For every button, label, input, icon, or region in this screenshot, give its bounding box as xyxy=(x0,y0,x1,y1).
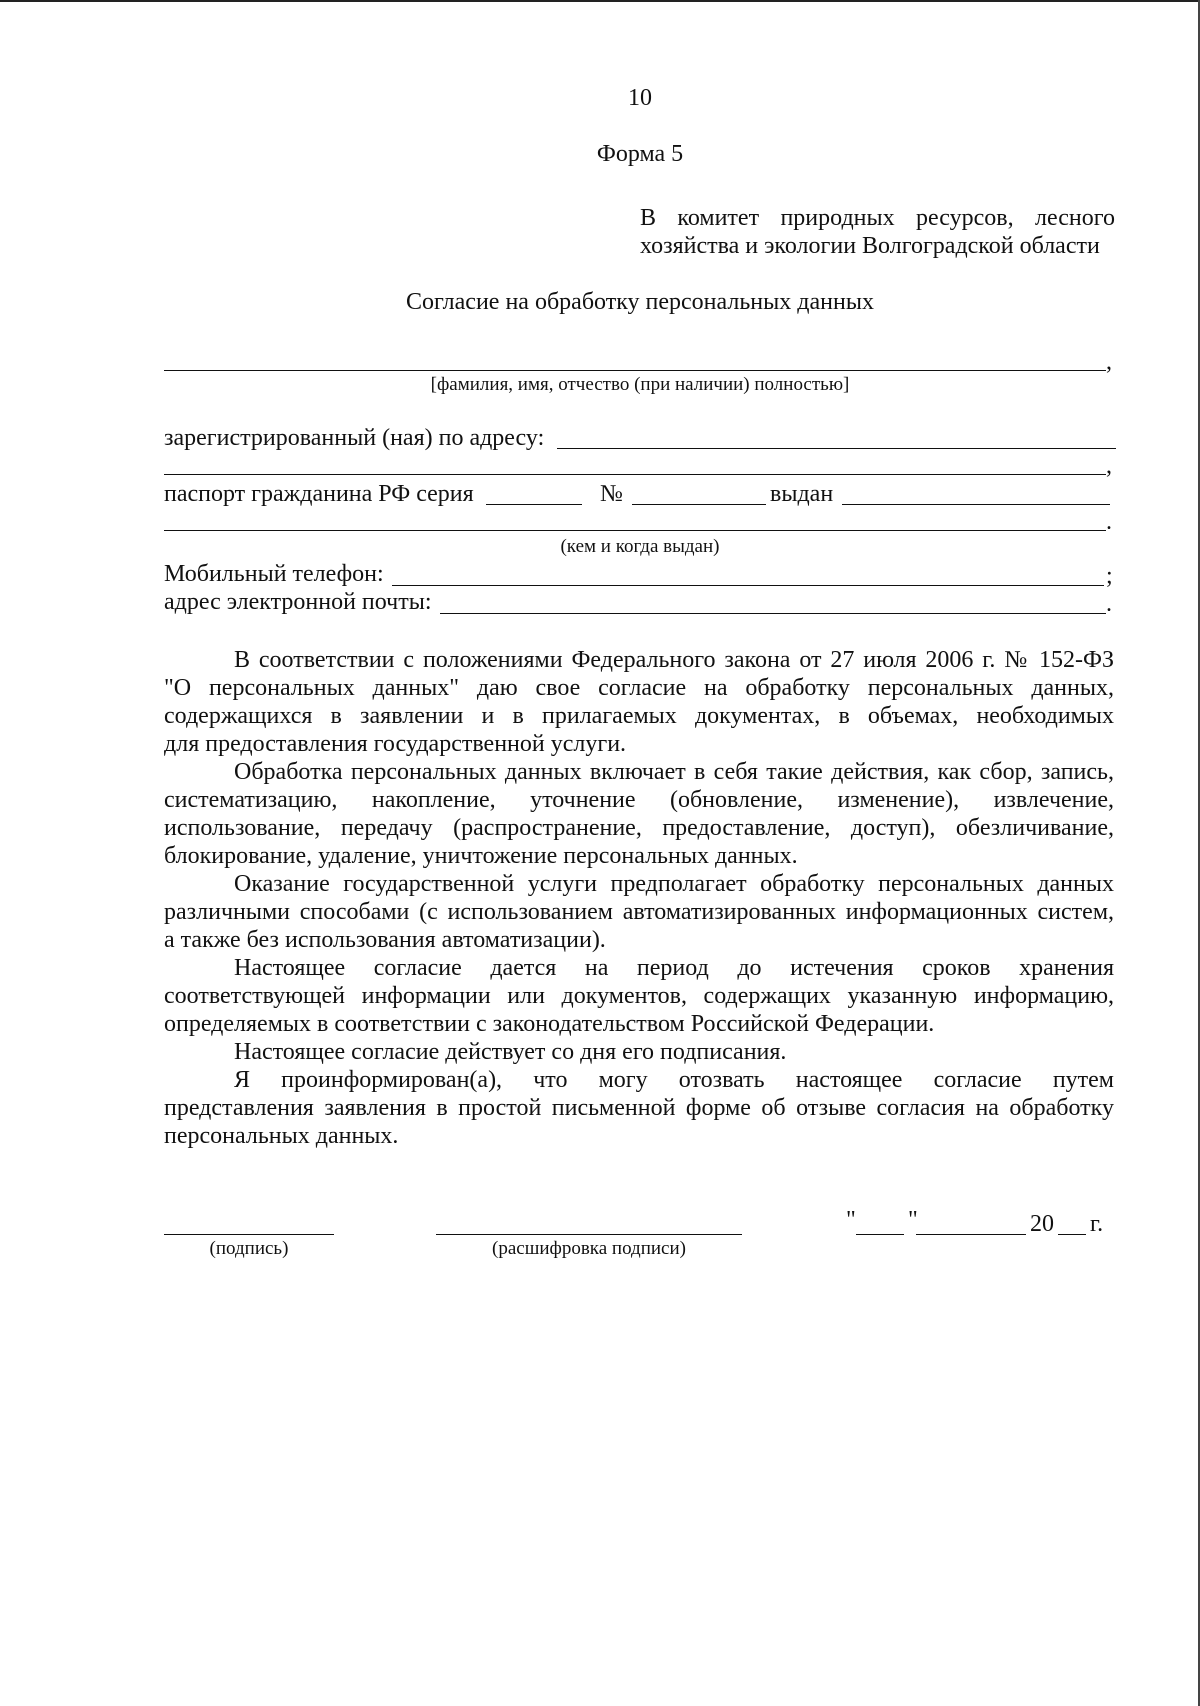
signature-field[interactable] xyxy=(164,1234,334,1235)
passport-issued-label: выдан xyxy=(770,481,834,507)
body-line: Настоящее согласие дается на период до истечения сроков хранения xyxy=(234,955,1114,981)
body-line: Обработка персональных данных включает в себя такие действия, как сбор, запись, xyxy=(234,759,1114,785)
body-line: различными способами (с использованием автоматизированных информационных систем, xyxy=(164,899,1114,925)
document-title: Согласие на обработку персональных данных xyxy=(406,289,874,315)
signature-decode-hint: (расшифровка подписи) xyxy=(492,1238,686,1259)
page-number: 10 xyxy=(628,85,652,111)
address-field-line[interactable] xyxy=(557,448,1116,449)
fio-field-line[interactable] xyxy=(164,370,1106,371)
body-line: для предоставления государственной услуги. xyxy=(164,731,627,757)
body-line: систематизацию, накопление, уточнение (обновление, изменение), извлечение, xyxy=(164,787,1114,813)
body-line: Настоящее согласие действует со дня его подписания. xyxy=(234,1039,787,1065)
date-quote-open: " xyxy=(846,1207,856,1233)
body-line: Я проинформирован(а), что могу отозвать настоящее согласие путем xyxy=(234,1067,1114,1093)
date-year-suffix: г. xyxy=(1090,1211,1104,1237)
passport-series-field[interactable] xyxy=(486,504,582,505)
body-line: "О персональных данных" даю свое согласие на обработку персональных данных, xyxy=(164,675,1114,701)
signature-hint: (подпись) xyxy=(209,1238,289,1259)
passport-number-label: № xyxy=(600,481,623,507)
date-day-field[interactable] xyxy=(856,1234,904,1235)
phone-label: Мобильный телефон: xyxy=(164,561,384,587)
address-label: зарегистрированный (ная) по адресу: xyxy=(164,425,545,451)
fio-end-punct: , xyxy=(1106,349,1112,375)
date-quote-close: " xyxy=(908,1207,918,1233)
email-end-punct: . xyxy=(1106,591,1112,617)
passport-issued-field[interactable] xyxy=(842,504,1110,505)
body-line: представления заявления в простой письменной форме об отзыве согласия на обработку xyxy=(164,1095,1114,1121)
email-field-line[interactable] xyxy=(440,613,1106,614)
issued-end-punct: . xyxy=(1106,509,1112,535)
issued-hint: (кем и когда выдан) xyxy=(560,536,720,557)
phone-field-line[interactable] xyxy=(392,585,1104,586)
email-label: адрес электронной почты: xyxy=(164,589,432,615)
scan-edge-top xyxy=(0,0,1200,2)
address-end-punct: , xyxy=(1106,453,1112,479)
fio-hint: [фамилия, имя, отчество (при наличии) полностью] xyxy=(430,374,850,395)
passport-number-field[interactable] xyxy=(632,504,766,505)
date-month-field[interactable] xyxy=(916,1234,1026,1235)
date-year-field[interactable] xyxy=(1058,1234,1086,1235)
passport-label: паспорт гражданина РФ серия xyxy=(164,481,474,507)
body-line: содержащихся в заявлении и в прилагаемых документах, в объемах, необходимых xyxy=(164,703,1114,729)
addressee-line-2: хозяйства и экологии Волгоградской области xyxy=(640,233,1100,259)
body-line: соответствующей информации или документов, содержащих указанную информацию, xyxy=(164,983,1114,1009)
body-line: блокирование, удаление, уничтожение персональных данных. xyxy=(164,843,798,869)
body-line: использование, передачу (распространение, предоставление, доступ), обезличивание, xyxy=(164,815,1114,841)
body-line: Оказание государственной услуги предполагает обработку персональных данных xyxy=(234,871,1114,897)
body-line: определяемых в соответствии с законодательством Российской Федерации. xyxy=(164,1011,935,1037)
addressee-line-1: В комитет природных ресурсов, лесного xyxy=(640,205,1115,231)
body-line: В соответствии с положениями Федерального закона от 27 июля 2006 г. № 152-ФЗ xyxy=(234,647,1114,673)
issued-by-field-line[interactable] xyxy=(164,530,1106,531)
phone-end-punct: ; xyxy=(1106,563,1113,589)
form-label: Форма 5 xyxy=(596,141,684,167)
signature-decode-field[interactable] xyxy=(436,1234,742,1235)
address-field-line-2[interactable] xyxy=(164,474,1106,475)
body-line: а также без использования автоматизации). xyxy=(164,927,606,953)
date-year-prefix: 20 xyxy=(1030,1211,1054,1237)
body-line: персональных данных. xyxy=(164,1123,399,1149)
